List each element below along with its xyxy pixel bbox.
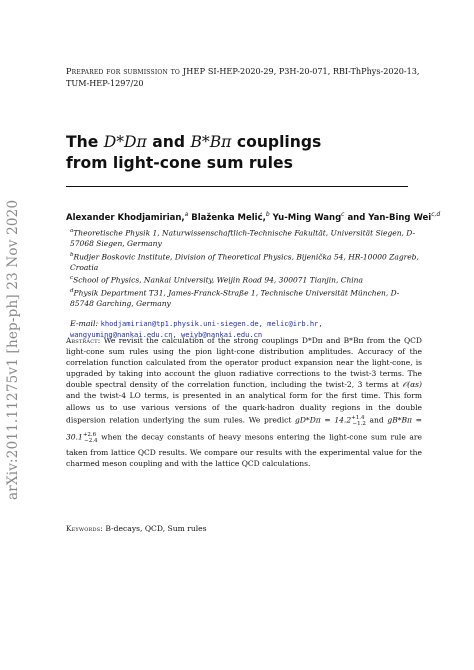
abstract xyxy=(66,335,422,469)
title-math-bstar-b-pi: B*Bπ xyxy=(190,133,232,151)
affiliation-mark: a xyxy=(70,228,74,234)
affiliation-mark: c xyxy=(70,275,74,281)
abstract-math-sub: −1.2 xyxy=(352,420,366,427)
abstract-math: gB*Bπ = 30.1 xyxy=(66,415,422,442)
affiliation-mark: d xyxy=(70,288,74,294)
affiliation-c xyxy=(70,273,420,286)
abstract-math: gD*Dπ = 14.2 xyxy=(295,415,352,425)
abstract-text: and the twist-4 LO terms, is presented in an analytical form for the first time. This form allows us to use various versions of the quark-hadron duality regions in the double dispersion relation underlying the sum rules. We predict xyxy=(66,391,422,425)
affiliation-mark: b xyxy=(70,252,74,258)
keywords-text: B-decays, QCD, Sum rules xyxy=(102,524,207,533)
title-text: and xyxy=(146,133,191,151)
title-divider xyxy=(66,186,408,187)
abstract-text: and xyxy=(365,415,388,425)
author-list xyxy=(66,209,441,224)
author-name: Blaženka Melić, xyxy=(188,212,266,223)
email-label: E-mail: xyxy=(70,319,99,328)
title-text: couplings xyxy=(231,133,322,151)
paper-title xyxy=(66,132,426,174)
affiliation-text: Theoretische Physik 1, Naturwissenschaftlich-Technische Fakultät, Universität Siegen, D-57068 Siegen, Germany xyxy=(70,228,415,248)
author-affiliation-mark: b xyxy=(265,211,270,218)
title-line-2: from light-cone sum rules xyxy=(66,154,293,172)
author-name: and Yan-Bing Wei xyxy=(344,212,432,223)
abstract-math-sup: +2.6 xyxy=(82,431,97,438)
author-affiliation-mark: c,d xyxy=(431,211,441,218)
title-text: The xyxy=(66,133,104,151)
abstract-math-sup: +1.4 xyxy=(351,414,365,421)
author-affiliation-mark: a xyxy=(184,211,189,218)
title-math-dstar-d-pi: D*Dπ xyxy=(103,133,147,151)
abstract-text: when the decay constants of heavy mesons entering the light-cone sum rule are taken from lattice QCD results. We compare our results with the experimental value for the charmed meson coupling and with the lattice QCD calculations. xyxy=(66,432,422,468)
author-name: Alexander Khodjamirian, xyxy=(66,212,185,223)
email-link[interactable]: khodjamirian@tp1.physik.uni-siegen.de, melic@irb.hr, xyxy=(100,319,323,328)
report-numbers: SI-HEP-2020-29, P3H-20-071, RBI-ThPhys-2020-13, xyxy=(207,66,420,76)
keywords xyxy=(66,523,366,534)
affiliation-text: Physik Department T31, James-Franck-Straße 1, Technische Universität München, D-85748 Garching, Germany xyxy=(70,288,400,308)
email-link[interactable]: wangyuming@nankai.edu.cn, weiyb@nankai.edu.cn xyxy=(70,330,263,339)
author-name: Yu-Ming Wang xyxy=(269,212,342,223)
affiliation-b xyxy=(70,250,420,274)
affiliation-text: School of Physics, Nankai University, Weijin Road 94, 300071 Tianjin, China xyxy=(73,275,363,285)
abstract-label: Abstract: xyxy=(66,336,101,345)
abstract-text: We revisit the calculation of the strong couplings D*Dπ and B*Bπ from the QCD light-cone sum rules using the pion light-cone distribution amplitudes. Accuracy of the correlation function calculated from the operator product expansion near the light-cone, is upgraded by taking into account the gluon radiative corrections to the twist-3 terms. The double spectral density of the correlation function, including the twist-2, 3 terms at xyxy=(66,336,422,390)
abstract-math: 𝒪(αs) xyxy=(402,380,422,390)
keywords-label: Keywords: xyxy=(66,524,103,533)
arxiv-identifier-stamp: arXiv:2011.11275v1 [hep-ph] 23 Nov 2020 xyxy=(5,199,21,500)
affiliation-a xyxy=(70,226,420,250)
affiliation-text: Rudjer Boskovic Institute, Division of Theoretical Physics, Bijenička 54, HR-10000 Zagreb, Croatia xyxy=(70,252,419,272)
abstract-math-sub: −2.4 xyxy=(84,437,98,444)
report-numbers-cont: TUM-HEP-1297/20 xyxy=(66,78,144,88)
prepared-for-note: Prepared for submission to JHEP xyxy=(66,66,206,76)
affiliation-d xyxy=(70,286,420,310)
author-affiliation-mark: c xyxy=(341,211,345,218)
submission-header xyxy=(66,65,426,89)
